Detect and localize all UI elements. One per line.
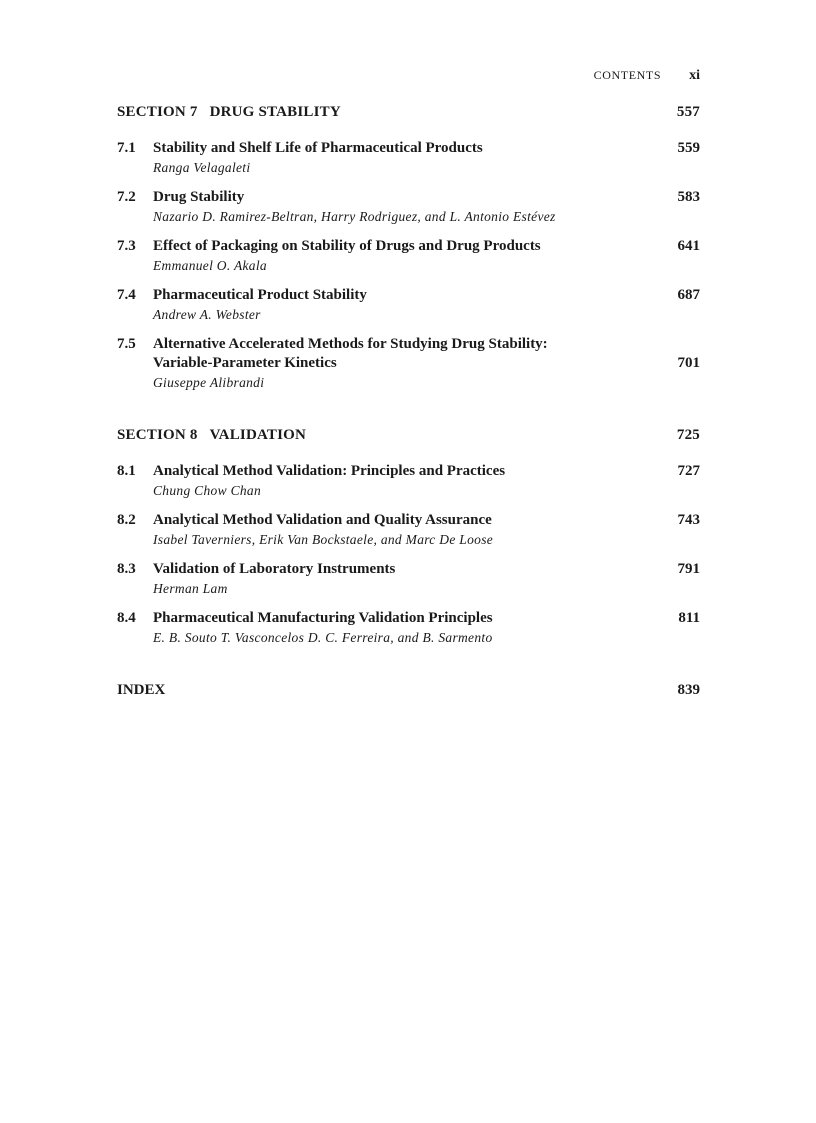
section-8 (117, 427, 700, 648)
entry-title: Validation of Laboratory Instruments (153, 561, 396, 577)
entry-title-line-2: Variable-Parameter Kinetics (153, 355, 337, 371)
entry-authors: Andrew A. Webster (153, 307, 261, 322)
running-head-label: CONTENTS (593, 68, 662, 82)
entry-title: Drug Stability (153, 189, 245, 205)
section-heading (117, 427, 700, 444)
running-head-page-number: xi (689, 68, 700, 83)
entry-authors: Emmanuel O. Akala (153, 258, 267, 273)
entry-number: 7.5 (117, 336, 136, 352)
entry-authors: Isabel Taverniers, Erik Van Bockstaele, and Marc De Loose (153, 532, 494, 547)
toc-entry (117, 237, 700, 276)
entry-number: 8.1 (117, 463, 136, 479)
entry-number: 7.3 (117, 238, 136, 254)
entry-number: 7.4 (117, 287, 136, 303)
entry-number: 8.2 (117, 512, 136, 528)
entry-page: 701 (677, 355, 700, 371)
toc-entry (117, 335, 700, 393)
entry-page: 583 (677, 189, 700, 205)
entry-number: 8.3 (117, 561, 136, 577)
section-page: 557 (676, 104, 700, 120)
index-label: INDEX (117, 682, 166, 698)
toc-entry (117, 462, 700, 501)
section-7 (117, 104, 700, 393)
entry-page: 727 (677, 463, 700, 479)
entry-authors: E. B. Souto T. Vasconcelos D. C. Ferreira, and B. Sarmento (153, 630, 493, 645)
toc-entry (117, 286, 700, 325)
entry-title: Pharmaceutical Manufacturing Validation Principles (153, 610, 493, 626)
entry-title: Stability and Shelf Life of Pharmaceutical Products (153, 140, 483, 156)
section-name: DRUG STABILITY (209, 104, 341, 120)
entry-page: 687 (677, 287, 700, 303)
toc-entry (117, 188, 700, 227)
toc-entry (117, 511, 700, 550)
entry-title: Pharmaceutical Product Stability (153, 287, 367, 303)
section-heading-title (117, 427, 306, 444)
entry-title: Analytical Method Validation and Quality Assurance (153, 512, 492, 528)
entry-title: Effect of Packaging on Stability of Drugs and Drug Products (153, 238, 541, 254)
index-entry (117, 682, 700, 699)
entry-page: 559 (677, 140, 700, 156)
entry-authors: Nazario D. Ramirez-Beltran, Harry Rodriguez, and L. Antonio Estévez (153, 209, 556, 224)
running-head (117, 68, 700, 84)
section-page: 725 (676, 427, 700, 443)
entry-page: 811 (678, 610, 700, 626)
entry-number: 7.1 (117, 140, 136, 156)
entry-number: 7.2 (117, 189, 136, 205)
section-label: SECTION 7 (117, 104, 198, 120)
section-label: SECTION 8 (117, 427, 198, 443)
entry-authors: Giuseppe Alibrandi (153, 375, 265, 390)
entry-page: 791 (677, 561, 700, 577)
section-heading (117, 104, 700, 121)
toc-entry (117, 139, 700, 178)
entry-page: 641 (677, 238, 700, 254)
toc-entry (117, 560, 700, 599)
entry-title: Analytical Method Validation: Principles and Practices (153, 463, 506, 479)
section-heading-title (117, 104, 341, 121)
entry-number: 8.4 (117, 610, 136, 626)
section-name: VALIDATION (209, 427, 307, 443)
toc-entry (117, 609, 700, 648)
entry-authors: Chung Chow Chan (153, 483, 262, 498)
index-page: 839 (677, 682, 700, 698)
table-of-contents (117, 104, 700, 699)
entry-title-line-1: Alternative Accelerated Methods for Studying Drug Stability: (153, 336, 548, 352)
entry-authors: Herman Lam (153, 581, 228, 596)
entry-authors: Ranga Velagaleti (153, 160, 251, 175)
entry-page: 743 (677, 512, 700, 528)
